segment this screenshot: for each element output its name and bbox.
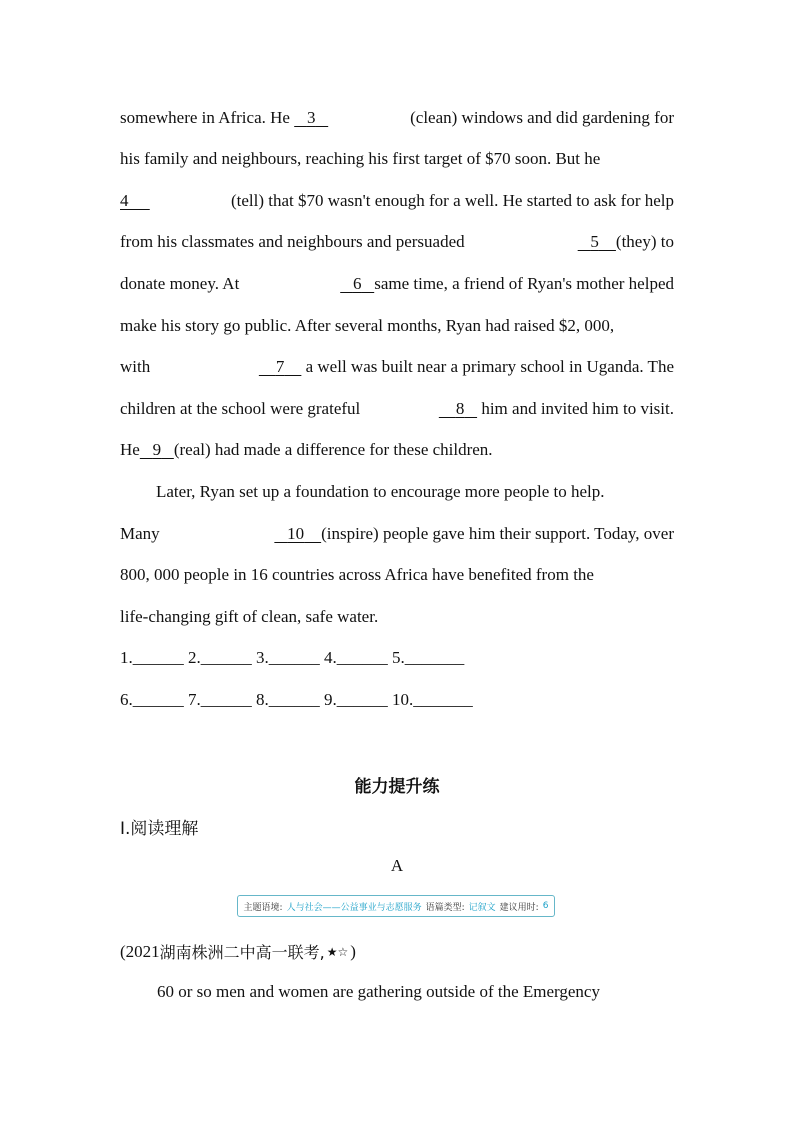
blank-4: 4 xyxy=(120,191,129,210)
blank-5: 5 xyxy=(590,232,599,251)
answer-row-2: 6.______ 7.______ 8.______ 9.______ 10._______ xyxy=(120,690,473,709)
blank-7: 7 xyxy=(275,357,285,376)
passage-line: from his classmates and neighbours and persuaded 5 (they) to xyxy=(120,232,674,251)
difficulty-stars-icon: ★☆ xyxy=(326,944,349,959)
passage-line: 60 or so men and women are gathering outside of the Emergency xyxy=(157,982,600,1001)
passage-line: life-changing gift of clean, safe water. xyxy=(120,607,379,626)
passage-line: somewhere in Africa. He 3 (clean) windows and did gardening for xyxy=(120,108,674,127)
source-line: (2021 湖南株洲二中高一联考, ★☆ ) xyxy=(120,941,356,962)
passage-line: 800, 000 people in 16 countries across Africa have benefited from the xyxy=(120,565,594,584)
passage-line: Later, Ryan set up a foundation to encourage more people to help. xyxy=(156,482,605,501)
blank-10: 10 xyxy=(287,524,305,543)
passage-line: donate money. At 6 same time, a friend of Ryan's mother helped xyxy=(120,274,674,293)
passage-line: children at the school were grateful 8 him and invited him to visit. xyxy=(120,399,674,418)
passage-line: his family and neighbours, reaching his first target of $70 soon. But he xyxy=(120,149,601,168)
passage-line: Many 10 (inspire) people gave him their support. Today, over xyxy=(120,524,674,543)
passage-line: make his story go public. After several months, Ryan had raised $2, 000, xyxy=(120,316,615,335)
passage-line: with 7 a well was built near a primary school in Uganda. The xyxy=(120,357,674,376)
blank-6: 6 xyxy=(352,274,362,293)
passage-line: 4 (tell) that $70 wasn't enough for a well. He started to ask for help xyxy=(120,191,674,210)
part-heading: Ⅰ.阅读理解 xyxy=(120,819,199,839)
blank-9: 9 xyxy=(152,440,162,459)
blank-3: 3 xyxy=(306,108,316,127)
topic-banner: 主题语境: 人与社会——公益事业与志愿服务 语篇类型: 记叙文 建议用时: 6 xyxy=(237,895,555,917)
section-title: 能力提升练 xyxy=(354,777,440,797)
blank-8: 8 xyxy=(455,399,465,418)
answer-row-1: 1.______ 2.______ 3.______ 4.______ 5._______ xyxy=(120,648,465,667)
passage-letter: A xyxy=(390,856,404,875)
passage-line: He 9 (real) had made a difference for these children. xyxy=(120,440,493,459)
